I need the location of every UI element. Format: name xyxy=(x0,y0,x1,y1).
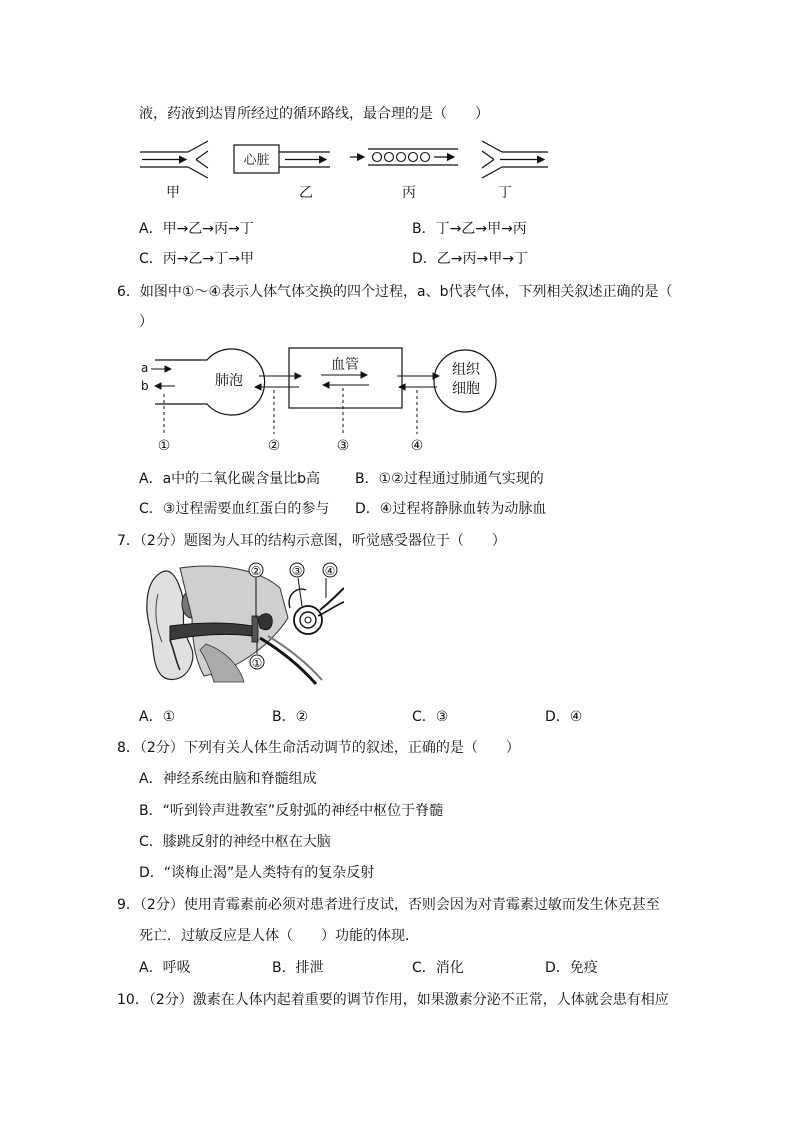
vessel-bing-diagram xyxy=(350,149,458,165)
heart-label: 心脏 xyxy=(243,153,270,168)
q8-option-a[interactable]: A．神经系统由脑和脊髓组成 xyxy=(139,771,317,787)
q8-stem: 8．（2分）下列有关人体生命活动调节的叙述，正确的是（ ） xyxy=(117,740,520,756)
ear-label-1: ① xyxy=(251,656,263,670)
ear-label-3: ③ xyxy=(291,564,303,578)
q6-option-b[interactable]: B．①②过程通过肺通气实现的 xyxy=(355,471,544,487)
q9-option-a[interactable]: A．呼吸 xyxy=(139,960,191,976)
q9-option-d[interactable]: D．免疫 xyxy=(545,960,598,976)
process-4-label: ④ xyxy=(410,438,424,454)
q5-intro: 液，药液到达胃所经过的循环路线，最合理的是（ ） xyxy=(139,106,489,122)
label-yi: 乙 xyxy=(299,185,313,201)
q5-option-d[interactable]: D．乙→丙→甲→丁 xyxy=(412,251,528,267)
q8-option-d[interactable]: D．“谈梅止渴”是人类特有的复杂反射 xyxy=(139,865,375,881)
q9-option-b[interactable]: B．排泄 xyxy=(272,960,324,976)
ear-label-2: ② xyxy=(250,564,262,578)
gas-a-label: a xyxy=(141,361,149,375)
label-ding: 丁 xyxy=(498,185,512,201)
gas-b-label: b xyxy=(141,379,149,393)
q8-option-b[interactable]: B．“听到铃声进教室”反射弧的神经中枢位于脊髓 xyxy=(139,803,444,819)
vessel-label: 血管 xyxy=(331,357,359,373)
q6-stem-line1: 6．如图中①～④表示人体气体交换的四个过程，a、b代表气体，下列相关叙述正确的是（ xyxy=(117,284,673,300)
q6-option-d[interactable]: D．④过程将静脉血转为动脉血 xyxy=(355,501,547,517)
q5-option-b[interactable]: B．丁→乙→甲→丙 xyxy=(412,221,527,237)
label-bing: 丙 xyxy=(402,185,416,201)
q10-stem: 10．（2分）激素在人体内起着重要的调节作用，如果激素分泌不正常，人体就会患有相应 xyxy=(117,992,669,1008)
q5-vessel-diagram xyxy=(130,135,570,207)
q5-option-c[interactable]: C．丙→乙→丁→甲 xyxy=(139,251,254,267)
ear-label-4: ④ xyxy=(324,564,336,578)
vessel-yi-diagram xyxy=(234,145,330,173)
q6-gas-exchange-diagram xyxy=(135,340,505,458)
q9-stem-line2: 死亡．过敏反应是人体（ ）功能的体现． xyxy=(139,928,419,944)
q5-option-a[interactable]: A．甲→乙→丙→丁 xyxy=(139,221,254,237)
process-2-label: ② xyxy=(267,438,281,454)
alveolus-shape xyxy=(155,349,265,415)
q6-stem-line2: ） xyxy=(139,314,153,330)
q8-option-c[interactable]: C．膝跳反射的神经中枢在大脑 xyxy=(139,834,331,850)
tissue-label-2: 细胞 xyxy=(452,381,480,397)
tissue-label-1: 组织 xyxy=(452,362,480,378)
vessel-jia-diagram xyxy=(140,141,208,178)
q7-option-b[interactable]: B．② xyxy=(272,709,309,725)
vessel-ding-diagram xyxy=(482,141,548,178)
q7-option-d[interactable]: D．④ xyxy=(545,709,583,725)
q7-stem: 7．（2分）题图为人耳的结构示意图，听觉感受器位于（ ） xyxy=(117,533,506,549)
q7-option-a[interactable]: A．① xyxy=(139,709,176,725)
q9-stem-line1: 9．（2分）使用青霉素前必须对患者进行皮试，否则会因为对青霉素过敏而发生休克甚至 xyxy=(117,897,660,913)
q6-option-c[interactable]: C．③过程需要血红蛋白的参与 xyxy=(139,501,330,517)
label-jia: 甲 xyxy=(166,185,180,201)
alveolus-label: 肺泡 xyxy=(215,373,243,389)
process-1-label: ① xyxy=(157,438,171,454)
ear-structure-diagram xyxy=(140,558,344,688)
q7-option-c[interactable]: C．③ xyxy=(412,709,449,725)
q6-option-a[interactable]: A．a中的二氧化碳含量比b高 xyxy=(139,471,321,487)
process-3-label: ③ xyxy=(336,438,350,454)
q9-option-c[interactable]: C．消化 xyxy=(412,960,464,976)
